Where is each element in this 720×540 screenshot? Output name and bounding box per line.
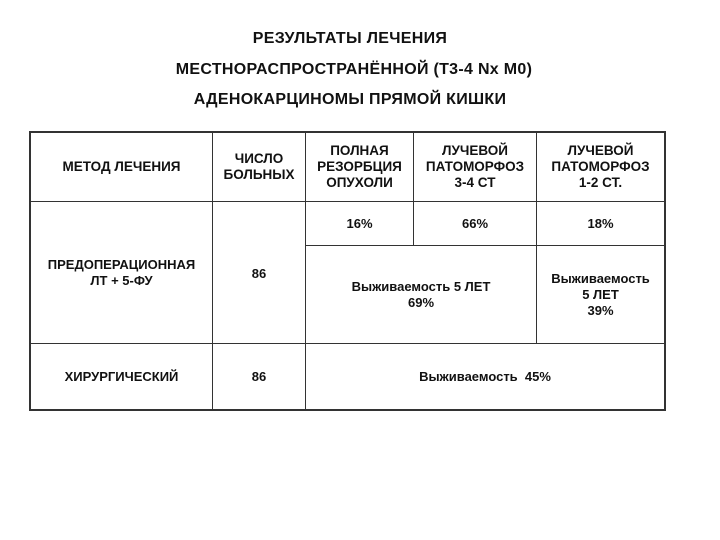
page-title-line-3: АДЕНОКАРЦИНОМЫ ПРЯМОЙ КИШКИ <box>193 91 507 108</box>
row1-full-resorption: 16% <box>346 215 373 231</box>
header-full-resorption: ПОЛНАЯ РЕЗОРБЦИЯ ОПУХОЛИ <box>317 143 402 190</box>
header-pathomorphosis-1-2: ЛУЧЕВОЙ ПАТОМОРФОЗ 1-2 СТ. <box>551 143 650 190</box>
row2-survival: Выживаемость 45% <box>419 368 551 384</box>
table-border-right <box>664 131 666 411</box>
row1-method: ПРЕДОПЕРАЦИОННАЯ ЛТ + 5-ФУ <box>47 256 196 288</box>
row1-patients: 86 <box>251 266 267 281</box>
row2-method: ХИРУРГИЧЕСКИЙ <box>64 368 179 384</box>
header-patients: ЧИСЛО БОЛЬНЫХ <box>223 151 295 182</box>
row1-pathomorphosis-1-2: 18% <box>587 215 614 231</box>
table-border-bottom <box>29 409 666 411</box>
row1-survival-5y-side: Выживаемость 5 ЛЕТ 39% <box>551 270 650 318</box>
row1-survival-5y: Выживаемость 5 ЛЕТ 69% <box>351 278 491 310</box>
row2-patients: 86 <box>251 368 267 384</box>
header-pathomorphosis-3-4: ЛУЧЕВОЙ ПАТОМОРФОЗ 3-4 СТ <box>425 143 525 190</box>
page-title-line-2: МЕСТНОРАСПРОСТРАНЁННОЙ (Т3-4 Nx M0) <box>175 61 533 78</box>
header-method: МЕТОД ЛЕЧЕНИЯ <box>62 159 181 174</box>
page-title-line-1: РЕЗУЛЬТАТЫ ЛЕЧЕНИЯ <box>252 30 448 47</box>
row1-pathomorphosis-3-4: 66% <box>461 215 489 231</box>
